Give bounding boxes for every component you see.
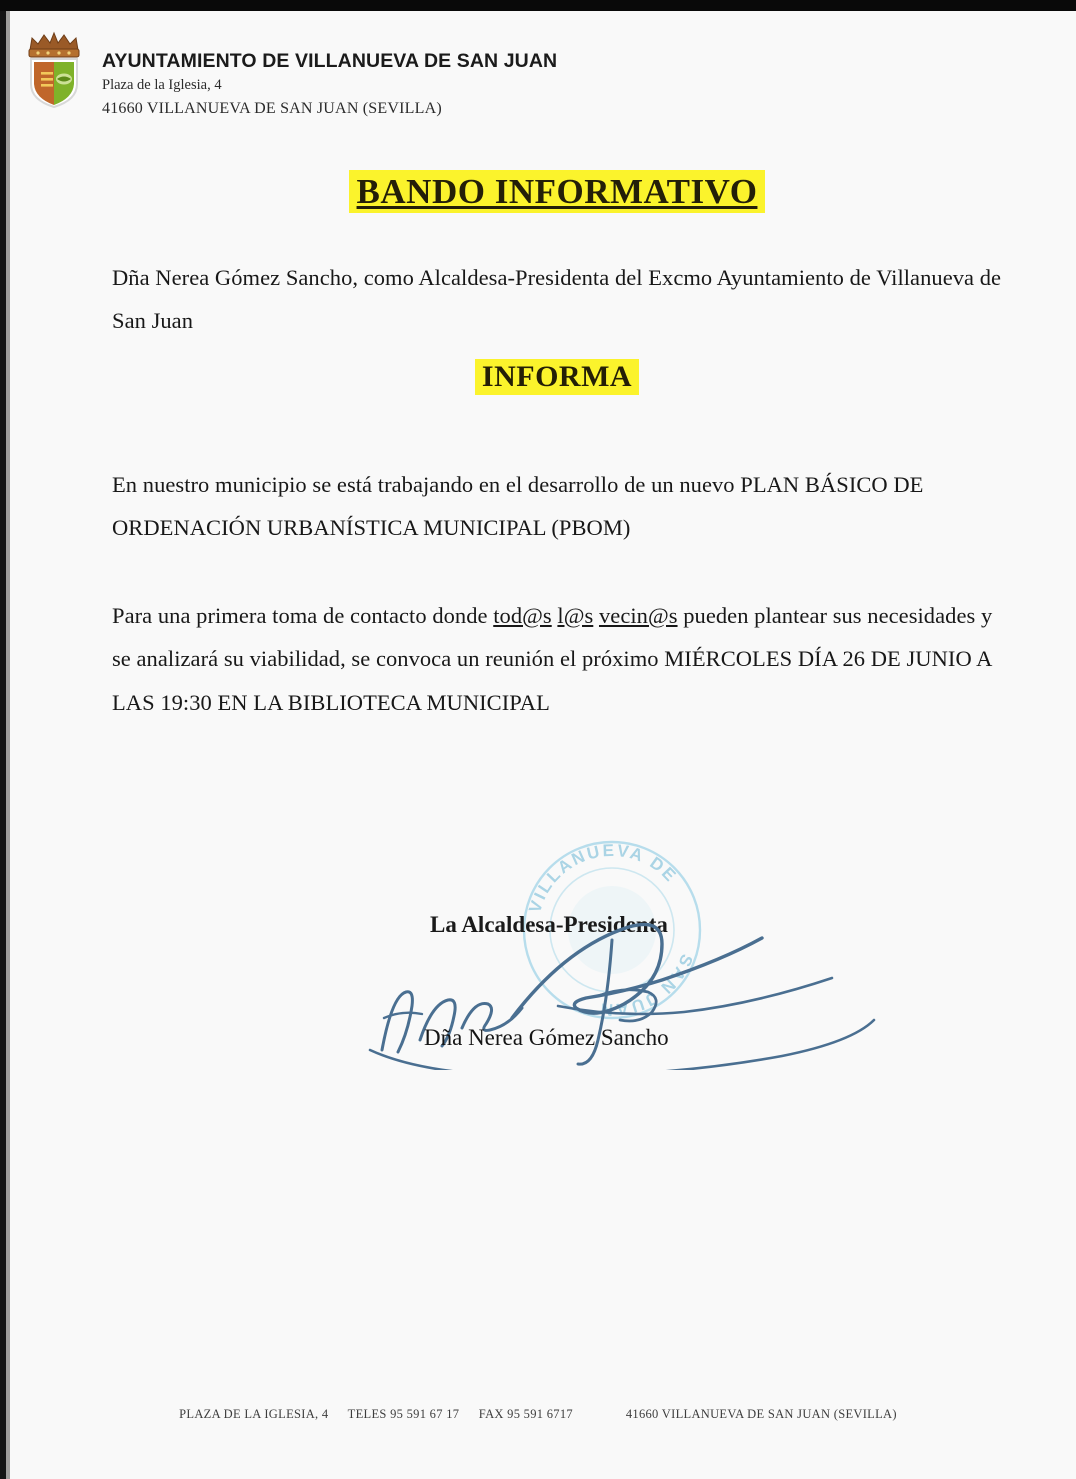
inclusive-term-los: l@s — [557, 602, 594, 628]
scan-edge-left-soft — [6, 11, 10, 1479]
paragraph-plan: En nuestro municipio se está trabajando en el desarrollo de un nuevo PLAN BÁSICO DE ORDENACIÓN URBANÍSTICA MUNICIPAL (PBOM) — [112, 471, 924, 541]
coat-of-arms-icon — [18, 28, 90, 110]
letterhead-address-line-1: Plaza de la Iglesia, 4 — [102, 77, 222, 93]
svg-text:SAN JUAN: SAN JUAN — [597, 951, 697, 1020]
letterhead — [18, 28, 638, 119]
footer-fax: FAX 95 591 6717 — [478, 1407, 573, 1421]
page-footer — [0, 1405, 1076, 1423]
letterhead-address-line-2: 41660 VILLANUEVA DE SAN JUAN (SEVILLA) — [102, 100, 442, 118]
footer-phone: TELES 95 591 67 17 — [347, 1407, 460, 1421]
signature-role: La Alcaldesa-Presidenta — [430, 912, 668, 937]
inclusive-term-todos: tod@s — [493, 602, 552, 628]
informa-heading-container — [112, 359, 1002, 395]
meeting-text-tail: pueden plantear sus necesidades y se analizará su viabilidad, se convoca un reunión el próximo MIÉRCOLES DÍA 26 DE JUNIO A LAS 19:30 EN LA BIBLIOTECA MUNICIPAL — [112, 602, 993, 715]
document-title-container — [112, 170, 1002, 213]
organization-name: AYUNTAMIENTO DE VILLANUEVA DE SAN JUAN — [102, 50, 558, 72]
signatory-name: Dña Nerea Gómez Sancho — [424, 1025, 669, 1050]
scan-edge-top — [0, 0, 1076, 11]
informa-heading: INFORMA — [475, 359, 639, 395]
footer-locality: 41660 VILLANUEVA DE SAN JUAN (SEVILLA) — [625, 1407, 897, 1421]
document-body — [112, 170, 1002, 724]
letterhead-text — [102, 28, 557, 119]
intro-paragraph: Dña Nerea Gómez Sancho, como Alcaldesa-Presidenta del Excmo Ayuntamiento de Villanueva de San Juan — [112, 265, 1002, 334]
page-title: BANDO INFORMATIVO — [349, 170, 766, 213]
footer-address: PLAZA DE LA IGLESIA, 4 — [179, 1407, 329, 1421]
signature-block — [112, 830, 1002, 1080]
meeting-text-lead: Para una primera toma de contacto donde — [112, 602, 494, 628]
svg-text:VILLANUEVA DE: VILLANUEVA DE — [525, 840, 682, 916]
paragraph-meeting — [112, 594, 1002, 724]
inclusive-term-vecinos: vecin@s — [598, 602, 678, 628]
